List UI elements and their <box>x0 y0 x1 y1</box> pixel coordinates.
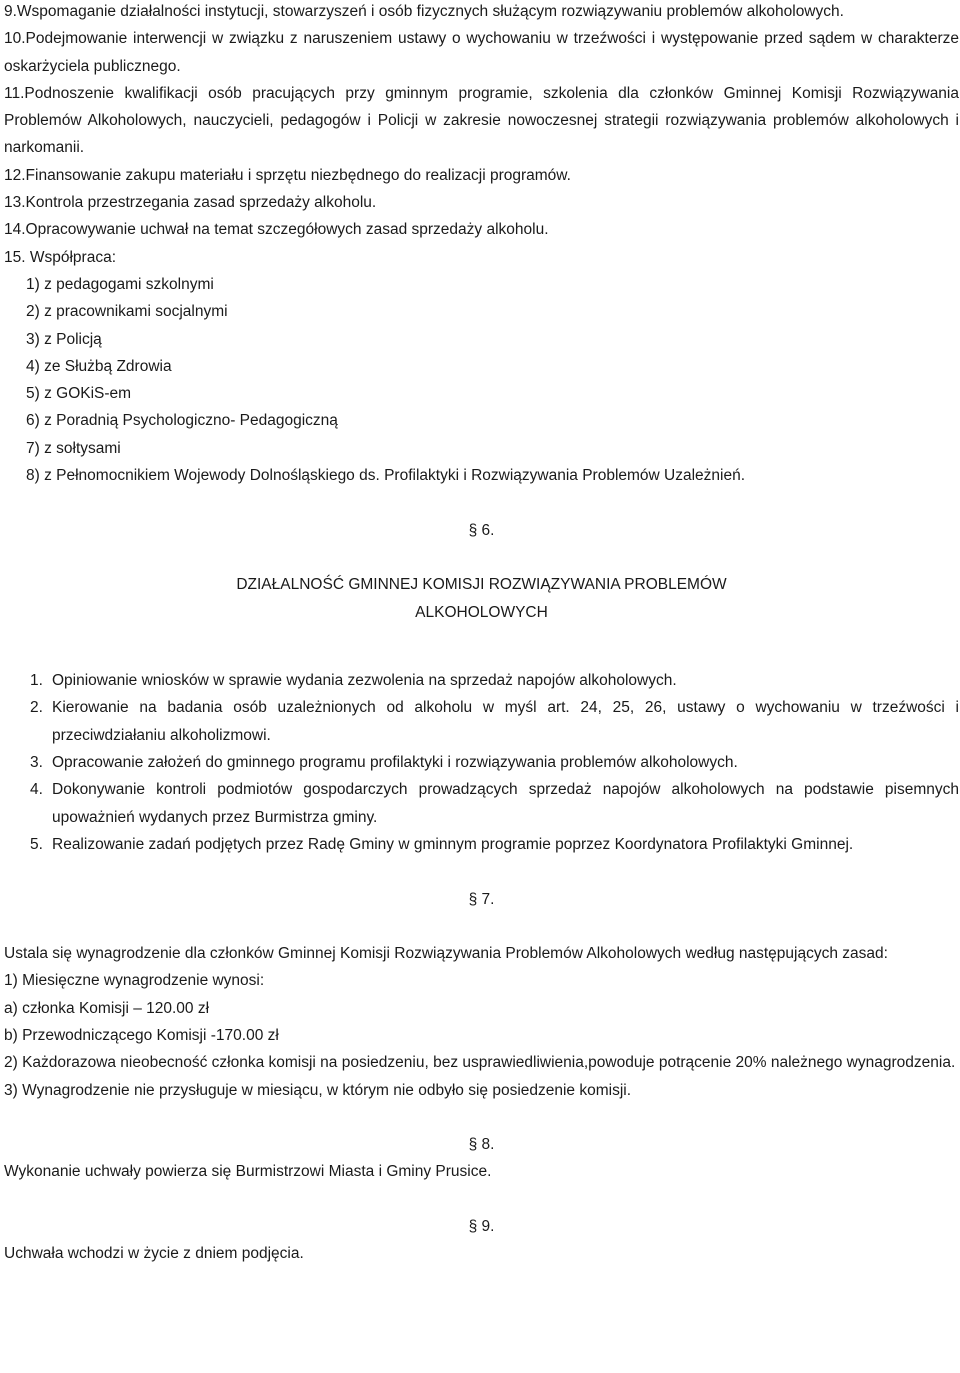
list-item: 8) z Pełnomocnikiem Wojewody Dolnośląskiego ds. Profilaktyki i Rozwiązywania Problemów Uzależnień. <box>26 467 746 485</box>
remuneration-line: 1) Miesięczne wynagrodzenie wynosi: <box>4 972 265 990</box>
top-list <box>4 0 959 271</box>
list-item: 2) z pracownikami socjalnymi <box>26 303 228 321</box>
list-item: 1) z pedagogami szkolnymi <box>26 275 214 293</box>
list-item: 5) z GOKiS-em <box>26 385 132 403</box>
section-6-heading-line2: ALKOHOLOWYCH <box>415 603 548 621</box>
item-text: Opiniowanie wniosków w sprawie wydania zezwolenia na sprzedaż napojów alkoholowych. <box>52 672 677 690</box>
section-9-mark: § 9. <box>468 1218 495 1236</box>
item-number: 1. <box>30 672 43 690</box>
remuneration-line: a) członka Komisji – 120.00 zł <box>4 999 210 1017</box>
item-number: 3. <box>30 754 43 772</box>
list-item: 11.Podnoszenie kwalifikacji osób pracujących przy gminnym programie, szkolenia dla członków Gminnej Komisji Rozwiązywania Problemów Alkoholowych, nauczycieli, pedagogów i Policji w zakresie nowoczesnej strategii rozwiązywania problemów alkoholowych i narkomanii. <box>4 84 959 157</box>
remuneration-line: b) Przewodniczącego Komisji -170.00 zł <box>4 1026 279 1044</box>
document-page <box>4 0 959 1268</box>
list-item: 4) ze Służbą Zdrowia <box>26 357 172 375</box>
list-item: 13.Kontrola przestrzegania zasad sprzedaży alkoholu. <box>4 194 377 212</box>
item-text: Dokonywanie kontroli podmiotów gospodarczych prowadzących sprzedaż napojów alkoholowych na podstawie pisemnych upoważnień wydanych przez Burmistrza gminy. <box>52 781 959 826</box>
section-9-text: Uchwała wchodzi w życie z dniem podjęcia. <box>4 1245 304 1263</box>
list-item: 15. Współpraca: <box>4 248 116 266</box>
remuneration-intro: Ustala się wynagrodzenie dla członków Gminnej Komisji Rozwiązywania Problemów Alkoholowych według następujących zasad: <box>4 945 888 963</box>
section-8-mark: § 8. <box>468 1136 495 1154</box>
list-item <box>30 694 959 749</box>
remuneration-line: 2) Każdorazowa nieobecność członka komisji na posiedzeniu, bez usprawiedliwienia,powoduje potrącenie 20% należnego wynagrodzenia. <box>4 1054 956 1072</box>
item-number: 5. <box>30 835 43 853</box>
list-item: 3) z Policją <box>26 330 102 348</box>
list-item <box>30 749 959 776</box>
item-text: Opracowanie założeń do gminnego programu profilaktyki i rozwiązywania problemów alkoholowych. <box>52 754 738 772</box>
item-text: Kierowanie na badania osób uzależnionych od alkoholu w myśl art. 24, 25, 26, ustawy o wychowaniu w trzeźwości i przeciwdziałaniu alkoholizmowi. <box>52 699 959 744</box>
item-text: Realizowanie zadań podjętych przez Radę Gminy w gminnym programie poprzez Koordynatora Profilaktyki Gminnej. <box>52 835 854 853</box>
list-item: 10.Podejmowanie interwencji w związku z naruszeniem ustawy o wychowaniu w trzeźwości i występowanie przed sądem w charakterze oskarżyciela publicznego. <box>4 30 959 75</box>
list-item: 14.Opracowywanie uchwał na temat szczegółowych zasad sprzedaży alkoholu. <box>4 221 549 239</box>
list-item: 7) z sołtysami <box>26 439 121 457</box>
list-item <box>30 667 959 694</box>
section-7-mark: § 7. <box>468 890 495 908</box>
list-item: 12.Finansowanie zakupu materiału i sprzętu niezbędnego do realizacji programów. <box>4 166 571 184</box>
item-number: 2. <box>30 699 43 717</box>
list-item <box>30 831 959 858</box>
list-item: 6) z Poradnią Psychologiczno- Pedagogiczną <box>26 412 338 430</box>
section-6-heading-line1: DZIAŁALNOŚĆ GMINNEJ KOMISJI ROZWIĄZYWANIA PROBLEMÓW <box>236 576 727 594</box>
cooperation-list <box>4 271 959 489</box>
section-6-mark: § 6. <box>468 521 495 539</box>
commission-tasks-list <box>4 667 959 858</box>
list-item <box>30 776 959 831</box>
list-item: 9.Wspomaganie działalności instytucji, stowarzyszeń i osób fizycznych służącym rozwiązywaniu problemów alkoholowych. <box>4 3 844 20</box>
section-8-text: Wykonanie uchwały powierza się Burmistrzowi Miasta i Gminy Prusice. <box>4 1163 492 1181</box>
remuneration-line: 3) Wynagrodzenie nie przysługuje w miesiącu, w którym nie odbyło się posiedzenie komisji. <box>4 1081 632 1099</box>
item-number: 4. <box>30 781 43 799</box>
